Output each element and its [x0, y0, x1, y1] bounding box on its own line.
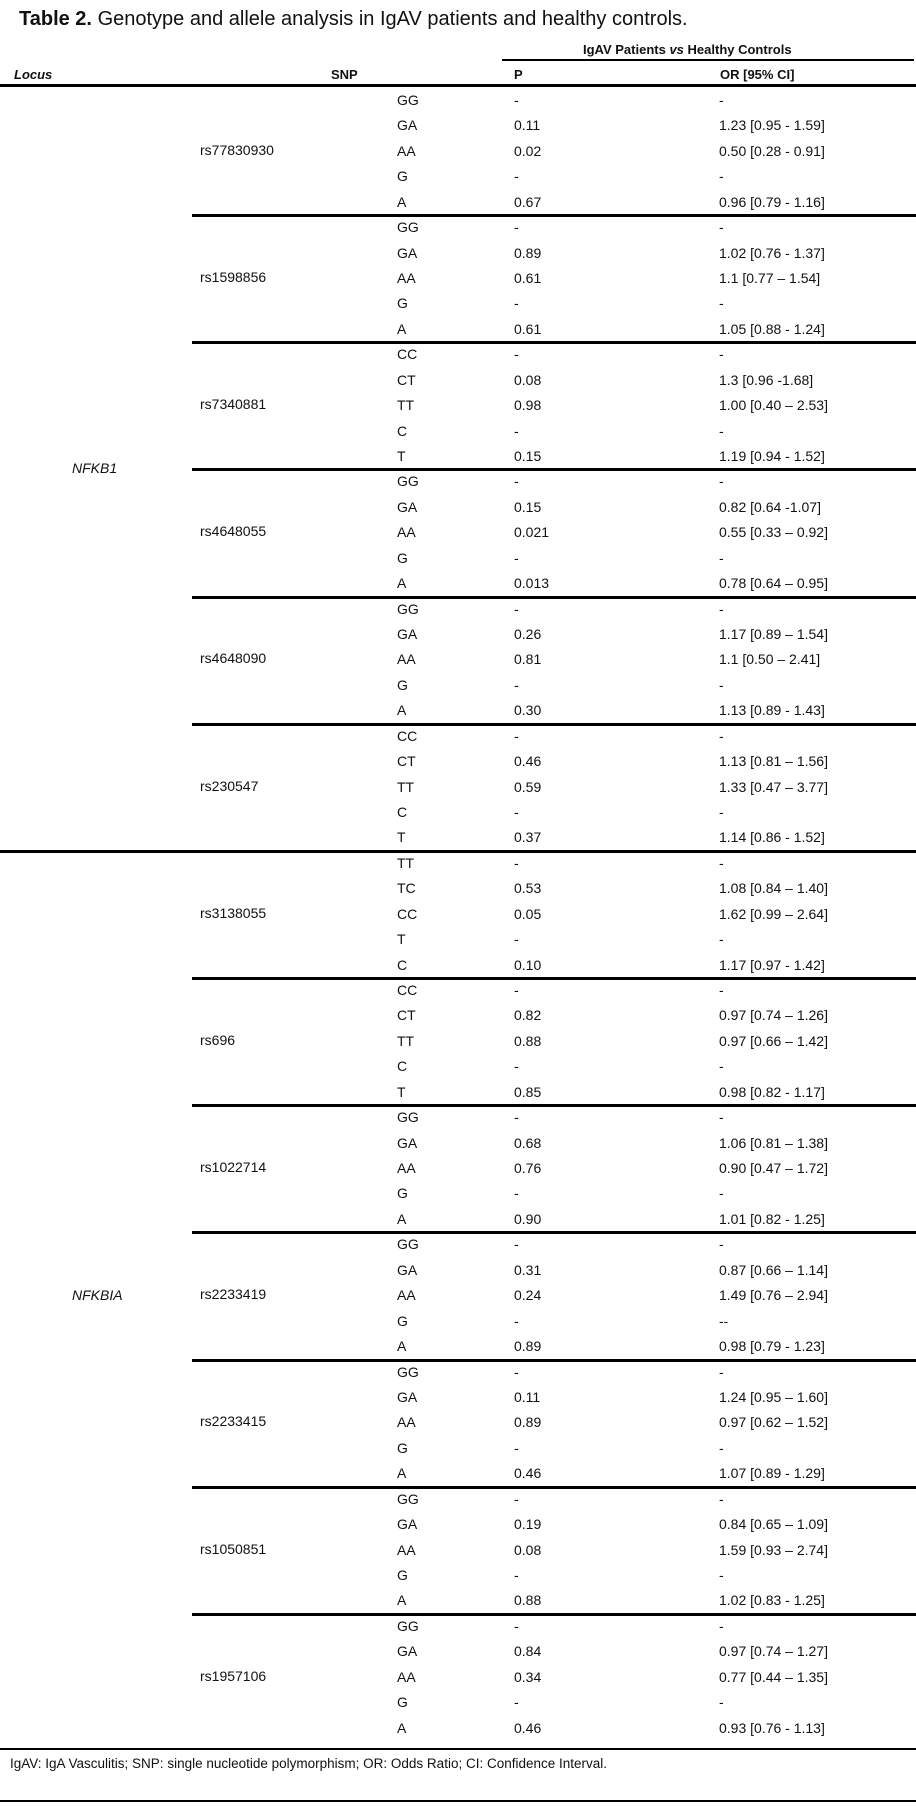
cell-p: - [514, 1566, 519, 1583]
snp-separator-rule [192, 1613, 916, 1616]
cell-p: - [514, 346, 519, 363]
cell-geno: A [397, 1210, 407, 1227]
cell-p: - [514, 1363, 519, 1380]
cell-p: 0.98 [514, 397, 542, 414]
cell-geno: C [397, 956, 408, 973]
cell-or: - [719, 1439, 724, 1456]
snp-name: rs1050851 [200, 1540, 267, 1557]
cell-or: - [719, 92, 724, 108]
cell-or: 1.08 [0.84 – 1.40] [719, 880, 828, 897]
snp-name: rs2233419 [200, 1286, 267, 1303]
cell-p: - [514, 1236, 519, 1253]
cell-p: 0.15 [514, 448, 542, 465]
cell-p: 0.31 [514, 1261, 542, 1278]
cell-geno: CC [397, 346, 418, 363]
snp-name: rs4648090 [200, 650, 267, 667]
snp-separator-rule [192, 977, 916, 980]
cell-geno: GG [397, 1363, 419, 1380]
cell-or: 1.02 [0.76 - 1.37] [719, 244, 825, 261]
cell-geno: G [397, 1694, 408, 1711]
cell-geno: AA [397, 524, 416, 541]
cell-or: - [719, 295, 724, 312]
locus-name: NFKBIA [72, 1286, 123, 1303]
cell-geno: AA [397, 1287, 416, 1304]
group-header [583, 42, 792, 57]
cell-p: - [514, 1185, 519, 1202]
cell-p: - [514, 982, 519, 999]
cell-or: 1.05 [0.88 - 1.24] [719, 320, 825, 337]
cell-p: - [514, 854, 519, 871]
cell-geno: CC [397, 727, 418, 744]
cell-geno: T [397, 1083, 406, 1100]
cell-geno: CT [397, 753, 416, 770]
cell-or: - [719, 931, 724, 948]
cell-geno: G [397, 1185, 408, 1202]
cell-geno: GA [397, 1388, 418, 1405]
cell-geno: G [397, 168, 408, 185]
cell-or: - [719, 1694, 724, 1711]
snp-separator-rule [192, 723, 916, 726]
cell-p: 0.59 [514, 778, 542, 795]
cell-or: 1.33 [0.47 – 3.77] [719, 778, 828, 795]
cell-geno: GA [397, 626, 418, 643]
cell-geno: GG [397, 473, 419, 490]
cell-p: 0.26 [514, 626, 542, 643]
cell-or: 1.13 [0.81 – 1.56] [719, 753, 828, 770]
snp-separator-rule [192, 1359, 916, 1362]
cell-geno: A [397, 193, 407, 210]
cell-or: 1.02 [0.83 - 1.25] [719, 1592, 825, 1609]
snp-name: rs1022714 [200, 1159, 267, 1176]
cell-or: 1.07 [0.89 - 1.29] [719, 1465, 825, 1482]
cell-geno: GA [397, 244, 418, 261]
snp-separator-rule [192, 468, 916, 471]
cell-geno: G [397, 1566, 408, 1583]
cell-p: 0.15 [514, 498, 542, 515]
cell-p: - [514, 931, 519, 948]
cell-p: 0.84 [514, 1643, 542, 1660]
cell-p: 0.82 [514, 1007, 542, 1024]
cell-p: 0.19 [514, 1516, 542, 1533]
cell-p: 0.88 [514, 1032, 542, 1049]
cell-geno: GG [397, 1109, 419, 1126]
cell-p: - [514, 1109, 519, 1126]
cell-geno: G [397, 1312, 408, 1329]
cell-or: 0.84 [0.65 – 1.09] [719, 1516, 828, 1533]
cell-geno: GA [397, 117, 418, 134]
cell-p: 0.46 [514, 1719, 542, 1736]
cell-p: - [514, 600, 519, 617]
locus-separator-rule [0, 850, 916, 853]
cell-geno: A [397, 575, 407, 592]
cell-p: 0.11 [514, 117, 541, 134]
cell-geno: G [397, 676, 408, 693]
cell-geno: A [397, 1592, 407, 1609]
cell-p: 0.37 [514, 829, 542, 846]
cell-geno: GA [397, 1134, 418, 1151]
cell-p: 0.021 [514, 524, 550, 541]
cell-or: 0.97 [0.74 – 1.27] [719, 1643, 828, 1660]
cell-or: -- [719, 1312, 729, 1329]
cell-or: - [719, 804, 724, 821]
cell-or: - [719, 676, 724, 693]
cell-p: - [514, 1694, 519, 1711]
cell-or: 0.96 [0.79 - 1.16] [719, 193, 825, 210]
cell-p: 0.89 [514, 1414, 542, 1431]
table-title-text: Genotype and allele analysis in IgAV patients and healthy controls. [97, 8, 688, 30]
cell-geno: C [397, 422, 408, 439]
cell-or: 1.01 [0.82 - 1.25] [719, 1210, 825, 1227]
snp-separator-rule [192, 341, 916, 344]
cell-geno: AA [397, 270, 416, 286]
snp-name: rs3138055 [200, 904, 267, 921]
snp-name: rs230547 [200, 777, 259, 794]
cell-p: 0.30 [514, 702, 542, 719]
cell-or: 1.59 [0.93 – 2.74] [719, 1541, 828, 1558]
cell-geno: CT [397, 1007, 416, 1024]
snp-name: rs1598856 [200, 269, 267, 285]
cell-p: 0.85 [514, 1083, 542, 1100]
cell-or: 0.82 [0.64 -1.07] [719, 498, 821, 515]
cell-or: 1.17 [0.97 - 1.42] [719, 956, 825, 973]
cell-geno: TT [397, 1032, 415, 1049]
cell-p: 0.76 [514, 1160, 542, 1177]
cell-geno: GG [397, 219, 419, 236]
cell-geno: CC [397, 905, 418, 922]
cell-geno: TT [397, 397, 415, 414]
cell-or: 1.14 [0.86 - 1.52] [719, 829, 825, 846]
table-title [19, 8, 688, 31]
cell-or: 1.23 [0.95 - 1.59] [719, 117, 825, 134]
cell-p: - [514, 804, 519, 821]
cell-p: - [514, 1058, 519, 1075]
cell-p: - [514, 168, 519, 185]
cell-geno: AA [397, 1668, 416, 1685]
cell-or: 0.55 [0.33 – 0.92] [719, 524, 828, 541]
cell-p: - [514, 727, 519, 744]
group-header-rule [502, 59, 914, 61]
cell-or: - [719, 473, 724, 490]
cell-or: 1.00 [0.40 – 2.53] [719, 397, 828, 414]
cell-or: 0.77 [0.44 – 1.35] [719, 1668, 828, 1685]
cell-or: 0.97 [0.62 – 1.52] [719, 1414, 828, 1431]
cell-p: 0.08 [514, 371, 542, 388]
cell-or: - [719, 1058, 724, 1075]
snp-name: rs7340881 [200, 396, 267, 413]
cell-or: - [719, 854, 724, 871]
cell-or: - [719, 346, 724, 363]
cell-geno: AA [397, 142, 416, 159]
cell-or: - [719, 422, 724, 439]
cell-or: 1.13 [0.89 - 1.43] [719, 702, 825, 719]
cell-geno: C [397, 804, 408, 821]
cell-geno: GG [397, 92, 419, 108]
cell-geno: TT [397, 778, 415, 795]
cell-or: 0.78 [0.64 – 0.95] [719, 575, 828, 592]
cell-or: 0.98 [0.79 - 1.23] [719, 1338, 825, 1355]
snp-separator-rule [192, 214, 916, 217]
cell-or: 1.49 [0.76 – 2.94] [719, 1287, 828, 1304]
cell-or: - [719, 1363, 724, 1380]
cell-p: 0.68 [514, 1134, 542, 1151]
snp-separator-rule [192, 596, 916, 599]
cell-or: 1.19 [0.94 - 1.52] [719, 448, 825, 465]
snp-separator-rule [192, 1231, 916, 1234]
cell-geno: A [397, 702, 407, 719]
locus-name: NFKB1 [72, 460, 118, 477]
cell-p: - [514, 1439, 519, 1456]
cell-or: - [719, 1185, 724, 1202]
cell-p: 0.61 [514, 320, 542, 337]
cell-geno: GG [397, 1236, 419, 1253]
col-header-locus: Locus [14, 67, 53, 82]
cell-or: 1.1 [0.77 – 1.54] [719, 270, 821, 286]
cell-geno: GG [397, 600, 419, 617]
cell-or: 1.1 [0.50 – 2.41] [719, 651, 821, 668]
cell-geno: GG [397, 1617, 419, 1634]
cell-p: 0.11 [514, 1388, 541, 1405]
snp-name: rs77830930 [200, 141, 274, 158]
cell-p: 0.24 [514, 1287, 542, 1304]
cell-or: - [719, 1236, 724, 1253]
cell-geno: T [397, 448, 406, 465]
snp-name: rs1957106 [200, 1667, 267, 1684]
snp-separator-rule [192, 1486, 916, 1489]
cell-geno: C [397, 1058, 408, 1075]
cell-or: - [719, 1617, 724, 1634]
cell-p: - [514, 549, 519, 566]
cell-or: 1.17 [0.89 – 1.54] [719, 626, 828, 643]
cell-or: 0.87 [0.66 – 1.14] [719, 1261, 828, 1278]
cell-geno: AA [397, 1160, 416, 1177]
cell-geno: GA [397, 498, 418, 515]
cell-p: 0.34 [514, 1668, 542, 1685]
cell-or: - [719, 727, 724, 744]
cell-p: 0.08 [514, 1541, 542, 1558]
cell-p: - [514, 676, 519, 693]
cell-p: - [514, 422, 519, 439]
cell-geno: TC [397, 880, 416, 897]
cell-p: 0.89 [514, 244, 542, 261]
cell-p: - [514, 295, 519, 312]
cell-or: 1.24 [0.95 – 1.60] [719, 1388, 828, 1405]
cell-p: 0.89 [514, 1338, 542, 1355]
col-header-or: OR [95% CI] [720, 67, 795, 82]
snp-separator-rule [192, 1104, 916, 1107]
cell-geno: T [397, 931, 406, 948]
cell-or: 0.90 [0.47 – 1.72] [719, 1160, 828, 1177]
cell-or: 0.50 [0.28 - 0.91] [719, 142, 825, 159]
cell-geno: A [397, 1719, 407, 1736]
cell-or: 0.93 [0.76 - 1.13] [719, 1719, 825, 1736]
col-header-p: P [514, 67, 523, 82]
cell-p: 0.05 [514, 905, 542, 922]
snp-name: rs4648055 [200, 523, 267, 540]
cell-p: - [514, 1617, 519, 1634]
cell-geno: CC [397, 982, 418, 999]
cell-geno: AA [397, 1541, 416, 1558]
cell-or: 1.3 [0.96 -1.68] [719, 371, 814, 388]
cell-geno: TT [397, 854, 415, 871]
page-bottom-rule [0, 1800, 916, 1802]
cell-p: 0.81 [514, 651, 542, 668]
cell-or: - [719, 1490, 724, 1507]
cell-p: 0.02 [514, 142, 542, 159]
cell-p: - [514, 473, 519, 490]
cell-geno: A [397, 1338, 407, 1355]
cell-or: - [719, 219, 724, 236]
cell-p: 0.90 [514, 1210, 542, 1227]
cell-p: 0.53 [514, 880, 542, 897]
col-header-snp: SNP [331, 67, 358, 82]
snp-name: rs696 [200, 1031, 236, 1048]
table-footnote: IgAV: IgA Vasculitis; SNP: single nucleotide polymorphism; OR: Odds Ratio; CI: Confidence Interval. [10, 1756, 608, 1771]
cell-or: 0.97 [0.66 – 1.42] [719, 1032, 828, 1049]
cell-geno: A [397, 320, 407, 337]
table-bottom-rule [0, 1748, 916, 1750]
cell-p: 0.67 [514, 193, 542, 210]
cell-p: 0.61 [514, 270, 542, 286]
cell-p: 0.013 [514, 575, 550, 592]
cell-p: - [514, 92, 519, 108]
cell-p: - [514, 1312, 519, 1329]
cell-or: - [719, 600, 724, 617]
cell-geno: A [397, 1465, 407, 1482]
cell-geno: G [397, 549, 408, 566]
header-rule [0, 84, 916, 87]
cell-geno: AA [397, 651, 416, 668]
cell-p: 0.46 [514, 1465, 542, 1482]
table-title-label: Table 2. [19, 8, 92, 30]
group-header-vs: vs [669, 42, 684, 57]
cell-p: - [514, 219, 519, 236]
snp-name: rs2233415 [200, 1413, 267, 1430]
cell-geno: GA [397, 1643, 418, 1660]
cell-p: 0.46 [514, 753, 542, 770]
cell-or: - [719, 549, 724, 566]
cell-geno: AA [397, 1414, 416, 1431]
cell-p: 0.10 [514, 956, 542, 973]
cell-geno: G [397, 295, 408, 312]
cell-or: 0.98 [0.82 - 1.17] [719, 1083, 825, 1100]
group-header-right: Healthy Controls [683, 42, 792, 57]
cell-geno: T [397, 829, 406, 846]
cell-or: - [719, 1109, 724, 1126]
cell-geno: GA [397, 1516, 418, 1533]
cell-p: - [514, 1490, 519, 1507]
cell-p: 0.88 [514, 1592, 542, 1609]
cell-or: - [719, 168, 724, 185]
cell-geno: CT [397, 371, 416, 388]
cell-or: - [719, 982, 724, 999]
cell-or: 0.97 [0.74 – 1.26] [719, 1007, 828, 1024]
cell-geno: GG [397, 1490, 419, 1507]
cell-geno: G [397, 1439, 408, 1456]
group-header-left: IgAV Patients [583, 42, 670, 57]
cell-or: 1.06 [0.81 – 1.38] [719, 1134, 828, 1151]
cell-or: - [719, 1566, 724, 1583]
cell-or: 1.62 [0.99 – 2.64] [719, 905, 828, 922]
cell-geno: GA [397, 1261, 418, 1278]
